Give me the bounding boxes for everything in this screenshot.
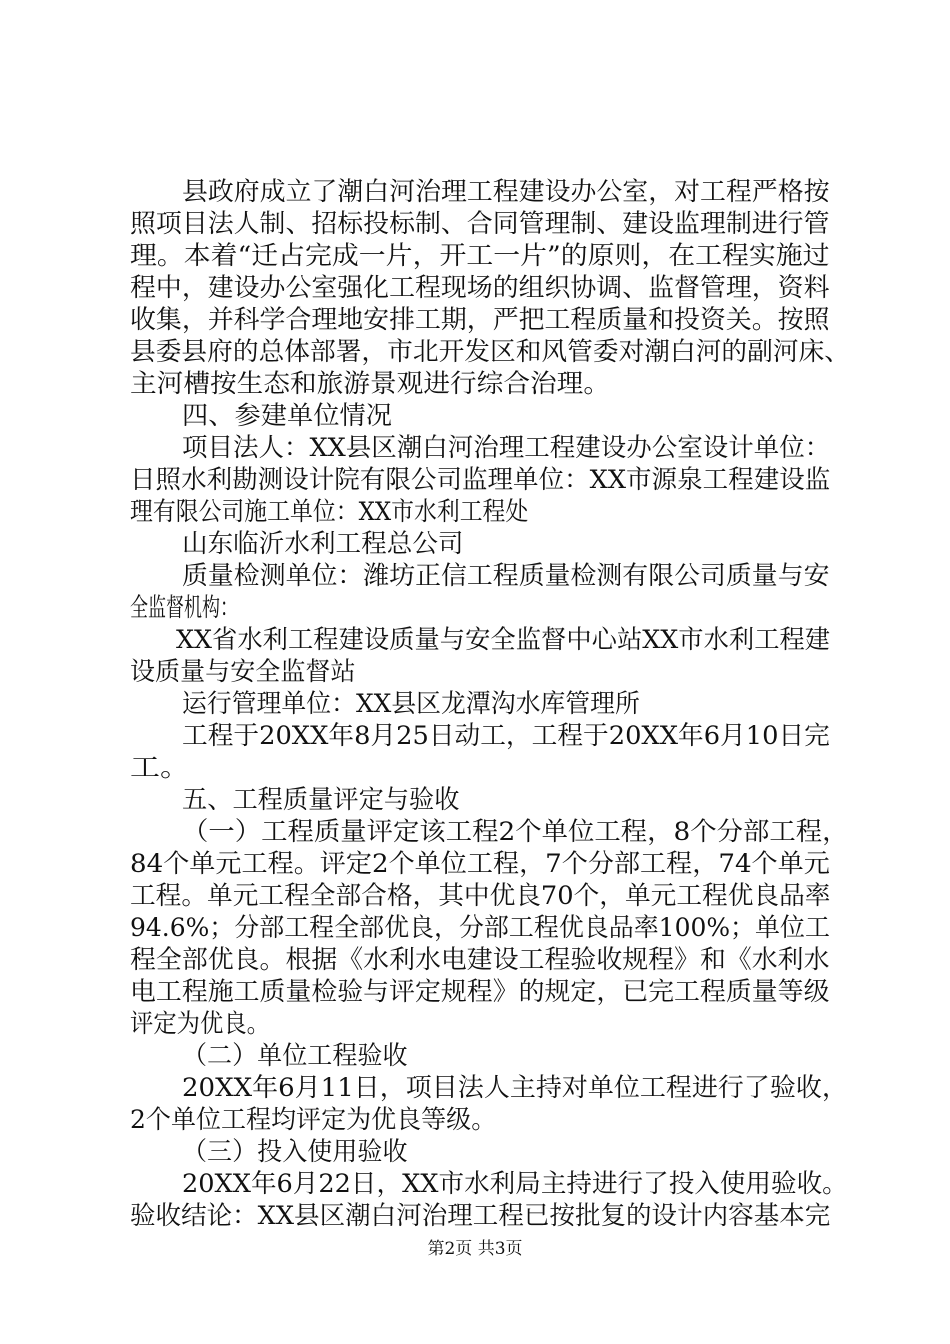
body-line: 工。 bbox=[130, 753, 191, 783]
subsection-heading: （三）投入使用验收 bbox=[182, 1137, 408, 1167]
body-line: 日照水利勘测设计院有限公司监理单位：XX市源泉工程建设监 bbox=[130, 465, 831, 495]
body-line: 94.6%；分部工程全部优良，分部工程优良品率100%；单位工 bbox=[130, 913, 830, 943]
body-line: 理。本着“迁占完成一片，开工一片”的原则，在工程实施过 bbox=[130, 241, 830, 271]
body-line: 县政府成立了潮白河治理工程建设办公室，对工程严格按 bbox=[182, 177, 830, 207]
body-line: 照项目法人制、招标投标制、合同管理制、建设监理制进行管 bbox=[130, 209, 830, 239]
body-line: 工程于20XX年8月25日动工，工程于20XX年6月10日完 bbox=[182, 721, 830, 751]
body-line: XX省水利工程建设质量与安全监督中心站XX市水利工程建 bbox=[176, 625, 831, 655]
body-line: 84个单元工程。评定2个单位工程，7个分部工程，74个单元 bbox=[130, 849, 830, 879]
body-line: 20XX年6月11日，项目法人主持对单位工程进行了验收， bbox=[182, 1073, 848, 1103]
body-line: 运行管理单位：XX县区龙潭沟水库管理所 bbox=[182, 689, 640, 719]
body-line: 收集，并科学合理地安排工期，严把工程质量和投资关。按照 bbox=[130, 305, 830, 335]
body-line: 质量检测单位：潍坊正信工程质量检测有限公司质量与安 bbox=[182, 561, 830, 591]
body-line: 评定为优良。 bbox=[130, 1009, 271, 1039]
body-line: 验收结论：XX县区潮白河治理工程已按批复的设计内容基本完 bbox=[130, 1201, 831, 1231]
page-number-footer: 第2页 共3页 bbox=[427, 1239, 523, 1259]
body-line: 全监督机构： bbox=[130, 593, 239, 623]
body-line: 项目法人：XX县区潮白河治理工程建设办公室设计单位： bbox=[182, 433, 831, 463]
body-line: 程中，建设办公室强化工程现场的组织协调、监督管理，资料 bbox=[130, 273, 830, 303]
body-line: 设质量与安全监督站 bbox=[130, 657, 356, 687]
body-line: 程全部优良。根据《水利水电建设工程验收规程》和《水利水 bbox=[130, 945, 830, 975]
body-line: 主河槽按生态和旅游景观进行综合治理。 bbox=[130, 369, 611, 399]
body-line: （一）工程质量评定该工程2个单位工程，8个分部工程， bbox=[182, 817, 849, 847]
body-line: 山东临沂水利工程总公司 bbox=[182, 529, 464, 559]
body-line: 理有限公司施工单位：XX市水利工程处 bbox=[130, 497, 529, 527]
body-line: 县委县府的总体部署，市北开发区和风管委对潮白河的副河床、 bbox=[130, 337, 851, 367]
body-line: 工程。单元工程全部合格，其中优良70个，单元工程优良品率 bbox=[130, 881, 831, 911]
section-heading: 四、参建单位情况 bbox=[182, 401, 393, 431]
body-line: 电工程施工质量检验与评定规程》的规定，已完工程质量等级 bbox=[130, 977, 830, 1007]
body-line: 2个单位工程均评定为优良等级。 bbox=[130, 1105, 497, 1135]
subsection-heading: （二）单位工程验收 bbox=[182, 1041, 408, 1071]
section-heading: 五、工程质量评定与验收 bbox=[182, 785, 460, 815]
body-line: 20XX年6月22日，XX市水利局主持进行了投入使用验收。 bbox=[182, 1169, 848, 1199]
